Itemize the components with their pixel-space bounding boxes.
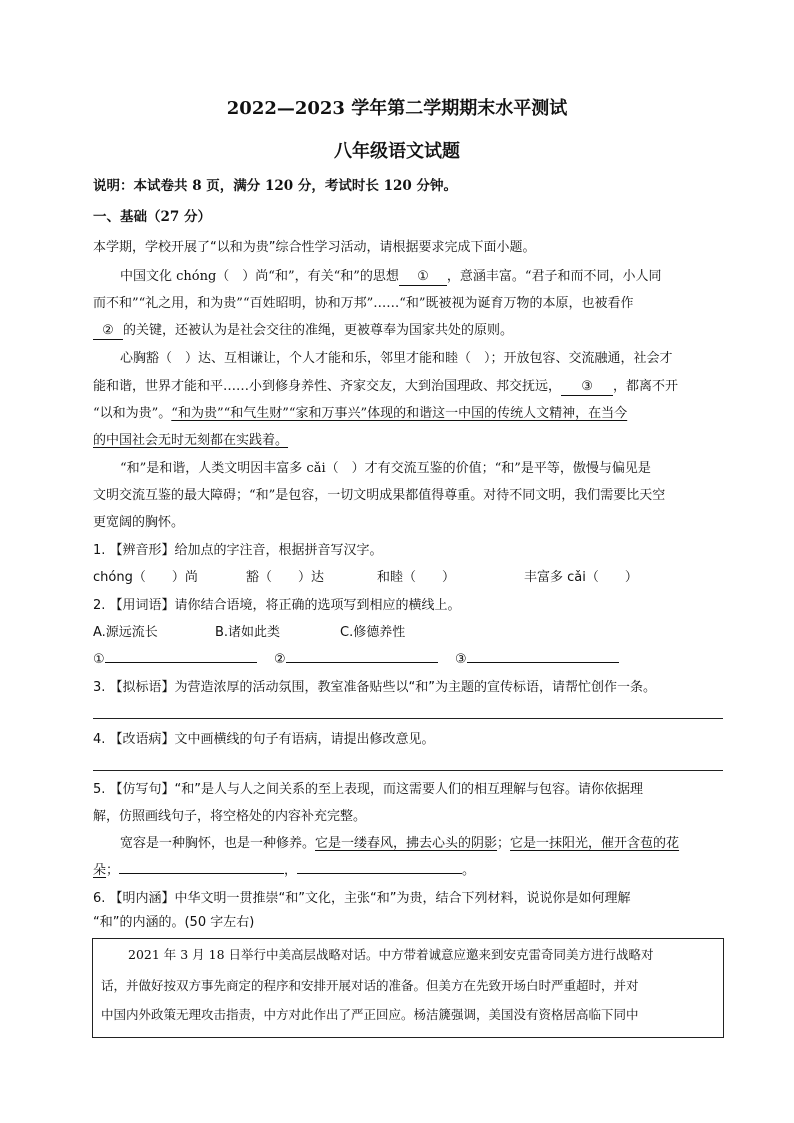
exam-notice: 说明：本试卷共 8 页，满分 120 分，考试时长 120 分钟。 xyxy=(93,178,457,194)
question-1-item[interactable]: 丰富多 cǎi（ ） xyxy=(524,570,638,585)
material-line: 2021 年 3 月 18 日举行中美高层战略对话。中方带着诚意应邀来到安克雷奇同美方进行战略对 xyxy=(128,947,654,962)
fill-blank-1[interactable]: ① xyxy=(399,269,447,286)
question-1-item[interactable]: 豁（ ）达 xyxy=(246,570,325,585)
separator: ； xyxy=(497,836,511,851)
passage-text: “以和为贵”。 xyxy=(93,406,172,421)
fill-blank-2[interactable]: ② xyxy=(93,323,123,340)
answer-blank-2[interactable] xyxy=(274,650,438,670)
passage-line: “和”是和谐，人类文明因丰富多 cǎi（ ）才有交流互鉴的价值；“和”是平等，傲慢与偏见是 xyxy=(120,461,651,476)
question-2-stem: 2. 【用词语】请你结合语境，将正确的选项写到相应的横线上。 xyxy=(93,598,461,613)
blank-number: ② xyxy=(274,652,286,667)
material-line: 中国内外政策无理攻击指责，中方对此作出了严正回应。杨洁篪强调，美国没有资格居高临下同中 xyxy=(101,1007,639,1022)
passage-text: 能和谐，世界才能和平……小到修身养性、齐家交友，大到治国理政、邦交抚远， xyxy=(93,379,562,394)
answer-blank-1[interactable] xyxy=(93,650,257,670)
material-box xyxy=(92,938,724,1038)
question-5-fill xyxy=(93,861,475,881)
question-5-stem: 解，仿照画线句子，将空格处的内容补充完整。 xyxy=(93,809,367,824)
underlined-example: 它是一缕春风，拂去心头的阴影 xyxy=(315,836,498,851)
material-line: 话，并做好按双方事先商定的程序和安排开展对话的准备。但美方在先致开场白时严重超时，并对 xyxy=(101,978,639,993)
passage-line xyxy=(93,321,513,341)
question-6-stem: “和”的内涵的。(50 字左右) xyxy=(93,915,255,930)
question-5-stem: 5. 【仿写句】“和”是人与人之间关系的至上表现，而这需要人们的相互理解与包容。请你依据理 xyxy=(93,782,644,797)
passage-text: 中国文化 chóng（ ）尚“和”，有关“和”的思想 xyxy=(120,269,399,284)
underlined-example: 朵 xyxy=(93,863,107,878)
passage-line: 文明交流互鉴的最大障碍；“和”是包容，一切文明成果都值得尊重。对待不同文明，我们需要比天空 xyxy=(93,488,666,503)
fill-blank-3[interactable]: ③ xyxy=(561,379,613,396)
answer-blank-3[interactable] xyxy=(455,650,619,670)
blank-number: ① xyxy=(93,652,105,667)
fill-blank-b[interactable] xyxy=(297,873,462,874)
answer-line[interactable] xyxy=(93,718,723,719)
passage-text: 的关键，还被认为是社会交往的准绳，更被尊奉为国家共处的原则。 xyxy=(123,323,514,338)
exam-subtitle: 八年级语文试题 xyxy=(334,141,460,162)
passage-line: 更宽阔的胸怀。 xyxy=(93,515,185,530)
section-heading: 一、基础（27 分） xyxy=(93,209,211,225)
fill-blank-a[interactable] xyxy=(119,873,284,874)
question-3-stem: 3. 【拟标语】为营造浓厚的活动氛围，教室准备贴些以“和”为主题的宣传标语，请帮忙创作一条。 xyxy=(93,680,657,695)
option-b: B.诸如此类 xyxy=(215,625,281,640)
question-1-item[interactable]: chóng（ ）尚 xyxy=(93,570,198,585)
answer-line[interactable] xyxy=(93,770,723,771)
passage-line xyxy=(93,377,678,397)
underlined-sentence: “和为贵”“和气生财”“家和万事兴”体现的和谐这一中国的传统人文精神，在当今 xyxy=(171,406,628,421)
question-6-stem: 6. 【明内涵】中华文明一贯推崇“和”文化，主张“和”为贵，结合下列材料，说说你是如何理解 xyxy=(93,891,631,906)
question-1-item[interactable]: 和睦（ ） xyxy=(377,570,456,585)
passage-text: ，都离不开 xyxy=(613,379,679,394)
period: 。 xyxy=(462,863,476,878)
underlined-sentence: 的中国社会无时无刻都在实践着。 xyxy=(93,433,289,448)
comma: ， xyxy=(284,863,298,878)
blank-number: ③ xyxy=(455,652,467,667)
passage-line xyxy=(93,404,627,424)
question-4-stem: 4. 【改语病】文中画横线的句子有语病，请提出修改意见。 xyxy=(93,732,435,747)
passage-line: 而不和”“礼之用，和为贵”“百姓昭明，协和万邦”……“和”既被视为诞育万物的本原，也被看作 xyxy=(93,296,634,311)
passage-line: 心胸豁（ ）达、互相谦让，个人才能和乐，邻里才能和睦（ ）；开放包容、交流融通，社会才 xyxy=(120,351,673,366)
option-c: C.修德养性 xyxy=(340,625,406,640)
exam-title: 2022—2023 学年第二学期期末水平测试 xyxy=(226,98,568,119)
option-a: A.源远流长 xyxy=(93,625,158,640)
passage-line xyxy=(120,267,662,287)
separator: ； xyxy=(106,863,120,878)
underlined-example: 它是一抹阳光，催开含苞的花 xyxy=(510,836,680,851)
passage-text: ，意涵丰富。“君子和而不同，小人同 xyxy=(446,269,662,284)
question-5-example xyxy=(120,834,679,854)
example-text: 宽容是一种胸怀，也是一种修养。 xyxy=(120,836,316,851)
question-1-stem: 1. 【辨音形】给加点的字注音，根据拼音写汉字。 xyxy=(93,543,383,558)
section-intro: 本学期，学校开展了“以和为贵”综合性学习活动，请根据要求完成下面小题。 xyxy=(93,240,536,255)
